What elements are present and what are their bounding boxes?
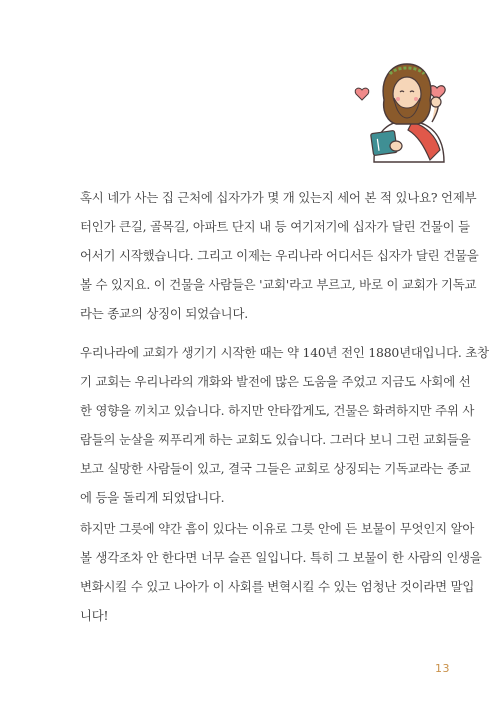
text-line: 혹시 네가 사는 집 근처에 십자가가 몇 개 있는지 세어 본 적 있나요? 언제부: [80, 190, 477, 205]
text-line: 기 교회는 우리나라의 개화와 발전에 많은 도움을 주었고 지금도 사회에 선: [80, 374, 471, 389]
text-line: 에 등을 돌리게 되었답니다.: [80, 490, 225, 505]
text-line: 니다!: [80, 608, 109, 623]
text-line: 어서기 시작했습니다. 그리고 이제는 우리나라 어디서든 십자가 달린 건물을: [80, 248, 479, 263]
text-line: 하지만 그릇에 약간 흠이 있다는 이유로 그릇 안에 든 보물이 무엇인지 알아: [80, 521, 475, 536]
text-line: 볼 수 있지요. 이 건물을 사람들은 '교회'라고 부르고, 바로 이 교회가 기독교: [80, 277, 477, 292]
text-line: 보고 실망한 사람들이 있고, 결국 그들은 교회로 상징되는 기독교라는 종교: [80, 461, 471, 476]
jesus-holding-book-and-heart-icon: [352, 50, 462, 170]
text-line: 볼 생각조차 안 한다면 너무 슬픈 일입니다. 특히 그 보물이 한 사람의 인생을: [80, 550, 482, 565]
text-line: 람들의 눈살을 찌푸리게 하는 교회도 있습니다. 그러다 보니 그런 교회들을: [80, 432, 471, 447]
text-line: 우리나라에 교회가 생기기 시작한 때는 약 140년 전인 1880년대입니다. 초창: [80, 345, 489, 360]
text-line: 한 영향을 끼치고 있습니다. 하지만 안타깝게도, 건물은 화려하지만 주위 사: [80, 403, 475, 418]
paragraph-2: [80, 338, 489, 512]
heart-icon: [355, 88, 369, 100]
paragraph-3: [80, 514, 482, 630]
jesus-illustration: [352, 50, 462, 170]
text-line: 라는 종교의 상징이 되었습니다.: [80, 306, 248, 321]
text-line: 터인가 큰길, 골목길, 아파트 단지 내 등 여기저기에 십자가 달린 건물이 들: [80, 219, 470, 234]
page-number: 13: [435, 662, 450, 675]
text-line: 변화시킬 수 있고 나아가 이 사회를 변혁시킬 수 있는 엄청난 것이라면 말입: [80, 579, 475, 594]
paragraph-1: [80, 183, 479, 328]
